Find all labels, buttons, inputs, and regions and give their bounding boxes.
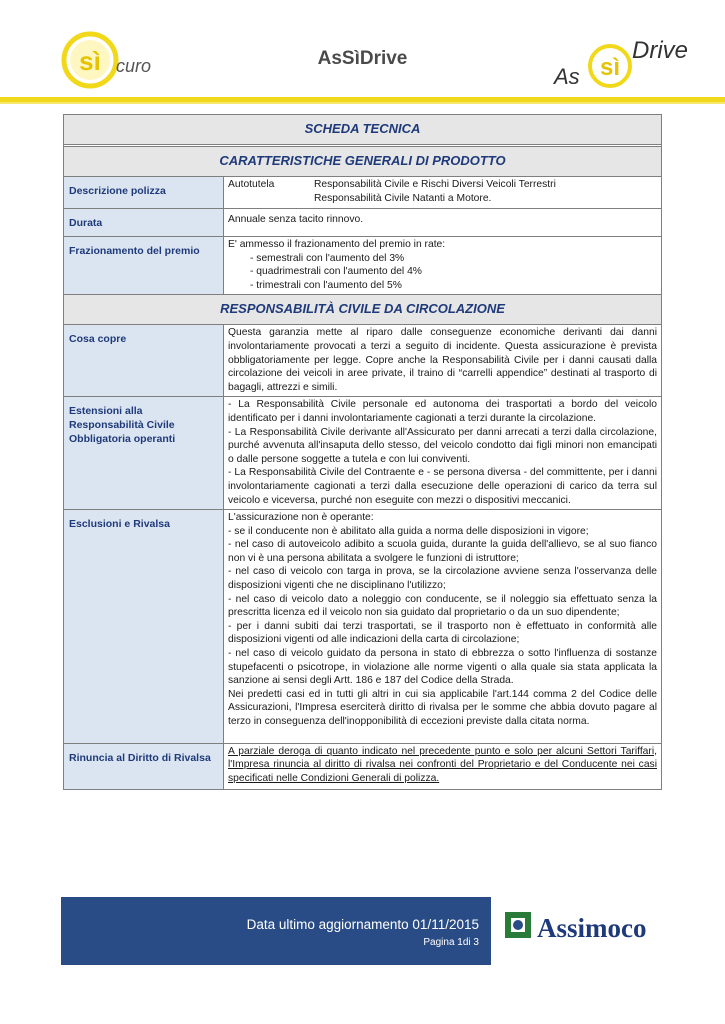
frazionamento-item: - semestrali con l'aumento del 3% (250, 252, 405, 264)
svg-text:curo: curo (116, 56, 152, 76)
value-rinuncia: A parziale deroga di quanto indicato nel precedente punto e solo per alcuni Settori Tariffari, l'Impresa rinuncia al diritto di rivalsa nei confronti del Proprietario e del Conducente nei casi specificati nelle Condizioni Generali di polizza. (224, 743, 662, 790)
esclusioni-paragraph: - nel caso di veicolo guidato da persona in stato di ebbrezza o sotto l'influenza di sostanze stupefacenti o psicotrope, in violazione alle norme vigenti o alla quale sia stata applicata la sanzione ai sensi degli Artt. 186 e 187 del Codice della Strada. (228, 648, 657, 687)
value-durata: Annuale senza tacito rinnovo. (224, 209, 662, 237)
frazionamento-item: - trimestrali con l'aumento del 5% (250, 279, 402, 291)
esclusioni-paragraph: L'assicurazione non è operante: (228, 512, 374, 524)
last-update-date: Data ultimo aggiornamento 01/11/2015 (246, 917, 479, 932)
frazionamento-item: - quadrimestrali con l'aumento del 4% (250, 266, 422, 278)
assimoco-wordmark: Assimoco (537, 913, 647, 943)
row-durata (64, 209, 662, 237)
row-cosa-copre (64, 325, 662, 397)
svg-text:As: As (554, 64, 580, 89)
label-estensioni: Estensioni alla Responsabilità Civile Obbligatoria operanti (64, 397, 224, 510)
policy-type: Autotutela (228, 179, 275, 190)
row-descrizione-polizza (64, 177, 662, 209)
label-descrizione-polizza: Descrizione polizza (64, 177, 224, 209)
value-esclusioni (224, 510, 662, 744)
label-durata: Durata (64, 209, 224, 237)
assimoco-logo (503, 906, 688, 946)
esclusioni-paragraph: - se il conducente non è abilitato alla guida a norma delle disposizioni in vigore; (228, 525, 589, 537)
sheet-title: SCHEDA TECNICA (64, 115, 662, 145)
value-descrizione-polizza (224, 177, 662, 209)
row-estensioni (64, 397, 662, 510)
esclusioni-paragraph: Nei predetti casi ed in tutti gli altri in cui sia applicabile l'art.144 comma 2 del Codice delle Assicurazioni, l'Impresa eserciterà diritto di rivalsa per le somme che abbia dovuto pagare al terzo in conseguenza dell'inopponibilità di eccezioni previste dalla citata norma. (228, 688, 657, 727)
technical-sheet-table (63, 114, 662, 790)
brand-title: AsSìDrive (317, 48, 408, 69)
policy-line-2: Responsabilità Civile Natanti a Motore. (314, 192, 492, 204)
section-general-row (64, 147, 662, 177)
label-rinuncia: Rinuncia al Diritto di Rivalsa (64, 743, 224, 790)
estensioni-paragraph: - La Responsabilità Civile derivante all'Assicurato per danni arrecati a terzi dalla circolazione, purché avvenuta all'insaputa dello stesso, del veicolo condotto dai figli minori non emancipati o dalle persone soggette a tutela e con lui conviventi. (228, 426, 657, 465)
svg-text:sì: sì (79, 46, 101, 76)
value-frazionamento (224, 237, 662, 295)
policy-line-1: Responsabilità Civile e Rischi Diversi Veicoli Terrestri (314, 179, 556, 190)
svg-text:Drive: Drive (632, 37, 689, 64)
assidrive-logo (548, 28, 698, 94)
row-esclusioni (64, 510, 662, 744)
sheet-title-row (64, 115, 662, 145)
label-cosa-copre: Cosa copre (64, 325, 224, 397)
label-frazionamento: Frazionamento del premio (64, 237, 224, 295)
esclusioni-paragraph: - nel caso di veicolo dato a noleggio con conducente, se il noleggio sia effettuato senza la prescritta licenza ed il veicolo non sia guidato dal proprietario o da un suo dipendente; (228, 593, 657, 619)
header-divider-light (0, 102, 725, 104)
svg-text:sì: sì (599, 54, 621, 81)
label-esclusioni: Esclusioni e Rivalsa (64, 510, 224, 744)
section-rc-row (64, 295, 662, 325)
section-rc-title: RESPONSABILITÀ CIVILE DA CIRCOLAZIONE (64, 295, 662, 325)
estensioni-paragraph: - La Responsabilità Civile del Contraente e - se persona diversa - del committente, per i danni involontariamente cagionati a terzi dalla esecuzione delle operazioni di carico da terra sul veicolo e viceversa, purché non eseguite con mezzi o dispositivi meccanici. (228, 467, 657, 506)
value-cosa-copre: Questa garanzia mette al riparo dalle conseguenze economiche derivanti dai danni involontariamente provocati a terzi a seguito di incidente. Questa assicurazione è prevista obbligatoriamente per legge. Copre anche la Responsabilità Civile per i danni causati dalla circolazione dei veicoli in aree private, il traino di “carrelli appendice” destinati al trasporto di bagagli, attrezzi e simili. (224, 325, 662, 397)
row-frazionamento (64, 237, 662, 295)
section-general-title: CARATTERISTICHE GENERALI DI PRODOTTO (64, 147, 662, 177)
esclusioni-paragraph: - per i danni subiti dai terzi trasportati, se il trasporto non è effettuato in conformità alle disposizioni vigenti od alle indicazioni della carta di circolazione; (228, 620, 657, 646)
frazionamento-intro: E' ammesso il frazionamento del premio in rate: (228, 239, 446, 250)
row-rinuncia (64, 743, 662, 790)
estensioni-paragraph: - La Responsabilità Civile personale ed autonoma dei trasportati a bordo del veicolo identificato per i danni involontariamente cagionati a terzi durante la circolazione. (228, 399, 657, 424)
page-header (0, 0, 725, 108)
footer-band (61, 897, 491, 965)
esclusioni-paragraph: - nel caso di autoveicolo adibito a scuola guida, durante la guida dell'allievo, se al suo fianco non vi è una persona abilitata a svolgere le funzioni di istruttore; (228, 539, 657, 564)
esclusioni-paragraph: - nel caso di veicolo con targa in prova, se la circolazione avviene senza l'osservanza delle disposizioni vigenti che ne disciplinano l'utilizzo; (228, 566, 657, 592)
value-estensioni (224, 397, 662, 510)
page-number: Pagina 1di 3 (423, 937, 479, 948)
